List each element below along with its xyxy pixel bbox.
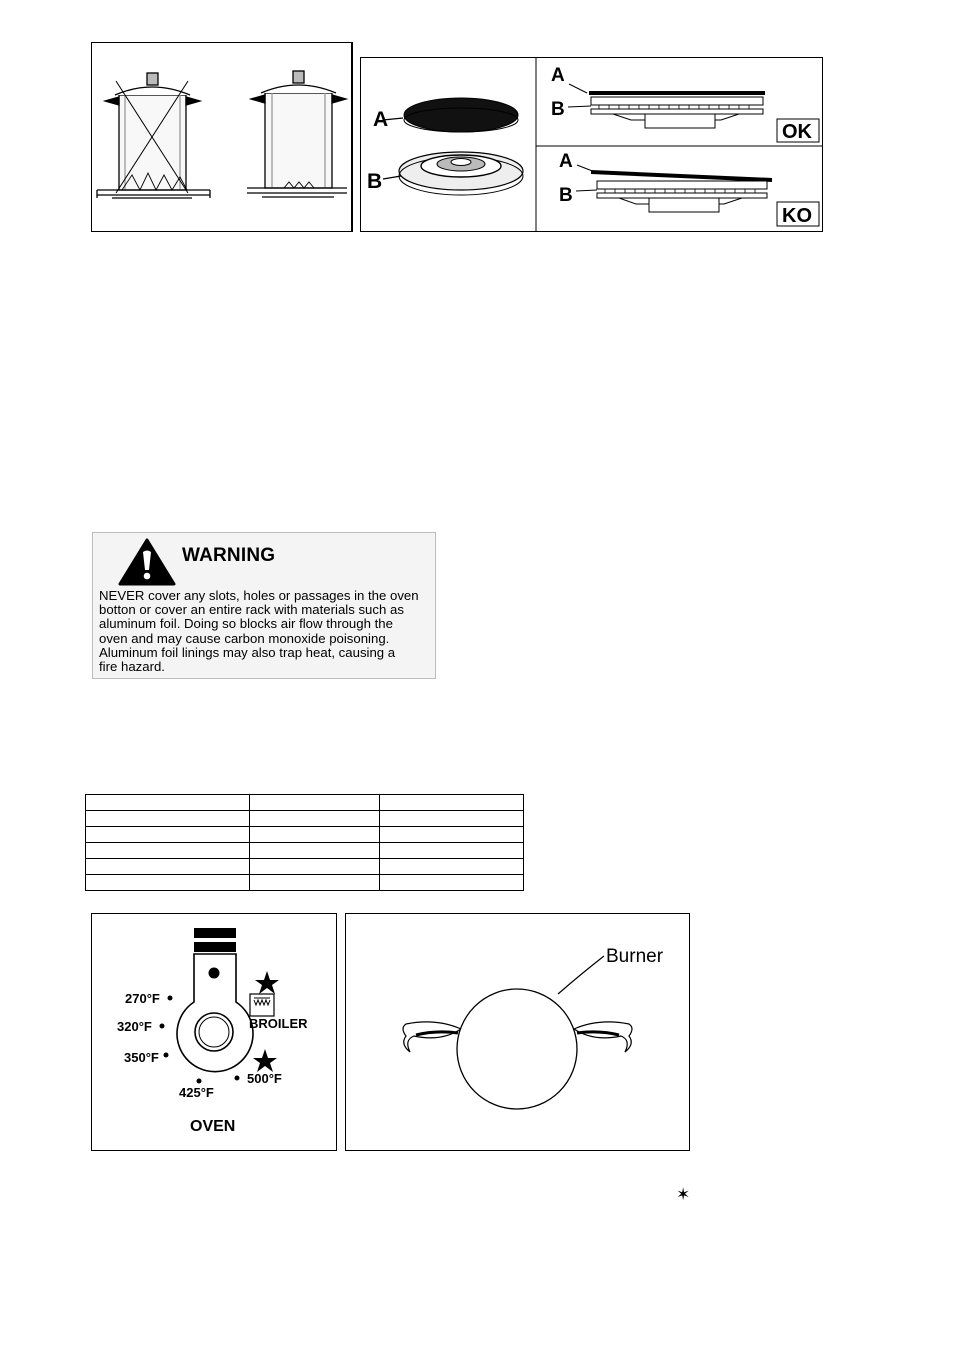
temp-label: 270°F bbox=[125, 991, 160, 1006]
ignition-star-icon bbox=[255, 971, 279, 994]
burner-circle bbox=[457, 989, 577, 1109]
table-row bbox=[86, 827, 524, 843]
correct-pot bbox=[247, 71, 347, 197]
ko-badge: KO bbox=[782, 205, 812, 227]
ko-label-a: A bbox=[559, 151, 573, 172]
warning-box bbox=[92, 532, 436, 679]
left-flame bbox=[403, 1022, 461, 1052]
ok-side-view bbox=[568, 84, 765, 128]
cap-label-a: A bbox=[373, 108, 389, 131]
pots-illustration bbox=[92, 43, 350, 231]
warning-line: oven and may cause carbon monoxide poisoning. bbox=[99, 630, 390, 646]
ok-badge: OK bbox=[782, 121, 812, 143]
right-flame bbox=[574, 1022, 632, 1052]
warning-line: NEVER cover any slots, holes or passages in the oven bbox=[99, 588, 419, 603]
table-row bbox=[86, 859, 524, 875]
warning-text bbox=[99, 589, 433, 674]
wrong-pot bbox=[97, 73, 210, 198]
table-row bbox=[86, 875, 524, 891]
temp-label: 350°F bbox=[124, 1050, 159, 1065]
ok-label-a: A bbox=[551, 65, 565, 86]
warning-line: fire hazard. bbox=[99, 659, 165, 675]
ko-side-view bbox=[576, 165, 772, 212]
temp-label: 500°F bbox=[247, 1071, 282, 1086]
warning-line: botton or cover an entire rack with materials such as bbox=[99, 602, 404, 618]
ignition-star-icon bbox=[253, 1049, 277, 1072]
pots-figure bbox=[91, 42, 353, 232]
table-row bbox=[86, 811, 524, 827]
warning-triangle-icon bbox=[118, 538, 176, 586]
exploded-burner bbox=[383, 98, 523, 195]
burner-cap-figure bbox=[360, 57, 823, 232]
ok-label-b: B bbox=[551, 99, 565, 120]
burner-cap-illustration bbox=[361, 58, 822, 231]
ignition-star-note: ✶ bbox=[676, 1185, 691, 1204]
table-row bbox=[86, 795, 524, 811]
empty-table bbox=[85, 794, 524, 891]
broiler-icon bbox=[250, 994, 274, 1016]
oven-label: OVEN bbox=[190, 1118, 236, 1135]
warning-title: WARNING bbox=[182, 545, 276, 566]
table-row bbox=[86, 843, 524, 859]
oven-knob-figure bbox=[91, 913, 337, 1151]
burner-label: Burner bbox=[606, 946, 664, 967]
temp-label: 425°F bbox=[179, 1085, 214, 1100]
oven-knob-illustration bbox=[92, 914, 336, 1150]
base-label-b: B bbox=[367, 170, 383, 193]
warning-line: aluminum foil. Doing so blocks air flow through the bbox=[99, 616, 393, 632]
broiler-label: BROILER bbox=[249, 1016, 308, 1031]
warning-line: Aluminum foil linings may also trap heat, causing a bbox=[99, 644, 396, 660]
burner-flame-illustration bbox=[346, 914, 689, 1150]
burner-flame-figure bbox=[345, 913, 690, 1151]
ko-label-b: B bbox=[559, 185, 573, 206]
temp-label: 320°F bbox=[117, 1019, 152, 1034]
